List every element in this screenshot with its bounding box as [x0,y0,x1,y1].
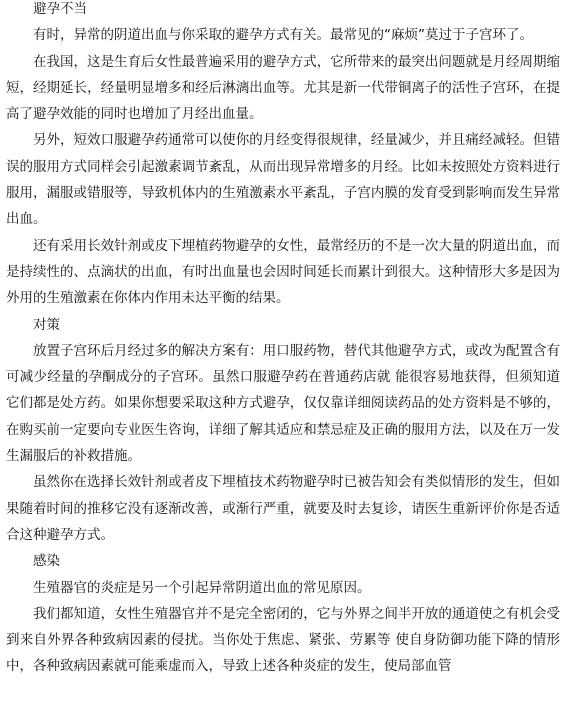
section-heading: 感染 [33,553,60,570]
section-countermeasures [6,312,560,549]
paragraph: 生殖器官的炎症是另一个引起异常阴道出血的常见原因。 [33,579,371,596]
paragraph: 我们都知道，女性生殖器官并不是完全密闭的，它与外界之间半开放的通道使之有机会受到来自外界各种致病因素的侵扰。当你处于焦虑、紧张、劳累等 使自身防御功能下降的情形中，各种致病因素就可能乘虚而入，导致上述各种炎症的发生，使局部血管 [6,605,560,675]
paragraph: 在我国，这是生育后女性最普遍采用的避孕方式，它所带来的最突出问题就是月经周期缩短，经期延长，经量明显增多和经后淋漓出血等。尤其是新一代带铜离子的活性子宫环，在提高了避孕效能的同时也增加了月经出血量。 [6,53,560,123]
section-heading: 对策 [33,316,60,333]
section-contraception [6,0,560,312]
paragraph: 放置子宫环后月经过多的解决方案有：用口服药物，替代其他避孕方式，或改为配置含有可减少经量的孕酮成分的子宫环。虽然口服避孕药在普通药店就 能很容易地获得，但须知道它们都是处方药。如果你想要采取这种方式避孕，仅仅靠详细阅读药品的处方资料是不够的，在购买前一定要向专业医生咨询，详细了解其适应和禁忌症及正确的服用方法，以及在万一发生漏服后的补救措施。 [6,342,560,465]
paragraph: 有时，异常的阴道出血与你采取的避孕方式有关。最常见的“麻烦”莫过于子宫环了。 [33,27,533,44]
paragraph: 虽然你在选择长效针剂或者皮下埋植技术药物避孕时已被告知会有类似情形的发生，但如果随着时间的推移它没有逐渐改善，或渐行严重，就要及时去复诊，请医生重新评价你是否适合这种避孕方式。 [6,474,560,543]
paragraph: 还有采用长效针剂或皮下埋植药物避孕的女性，最常经历的不是一次大量的阴道出血，而是持续性的、点滴状的出血，有时出血量也会因时间延长而累计到很大。这种情形大多是因为外用的生殖激素在你体内作用未达平衡的结果。 [6,237,560,307]
paragraph: 另外，短效口服避孕药通常可以使你的月经变得很规律，经量减少，并且痛经减轻。但错误的服用方式同样会引起激素调节紊乱，从而出现异常增多的月经。比如未按照处方资料进行服用，漏服或错服等，导致机体内的生殖激素水平紊乱，子宫内膜的发育受到影响而发生异常出血。 [6,132,560,228]
section-infection [6,548,560,679]
section-heading: 避孕不当 [33,1,87,17]
